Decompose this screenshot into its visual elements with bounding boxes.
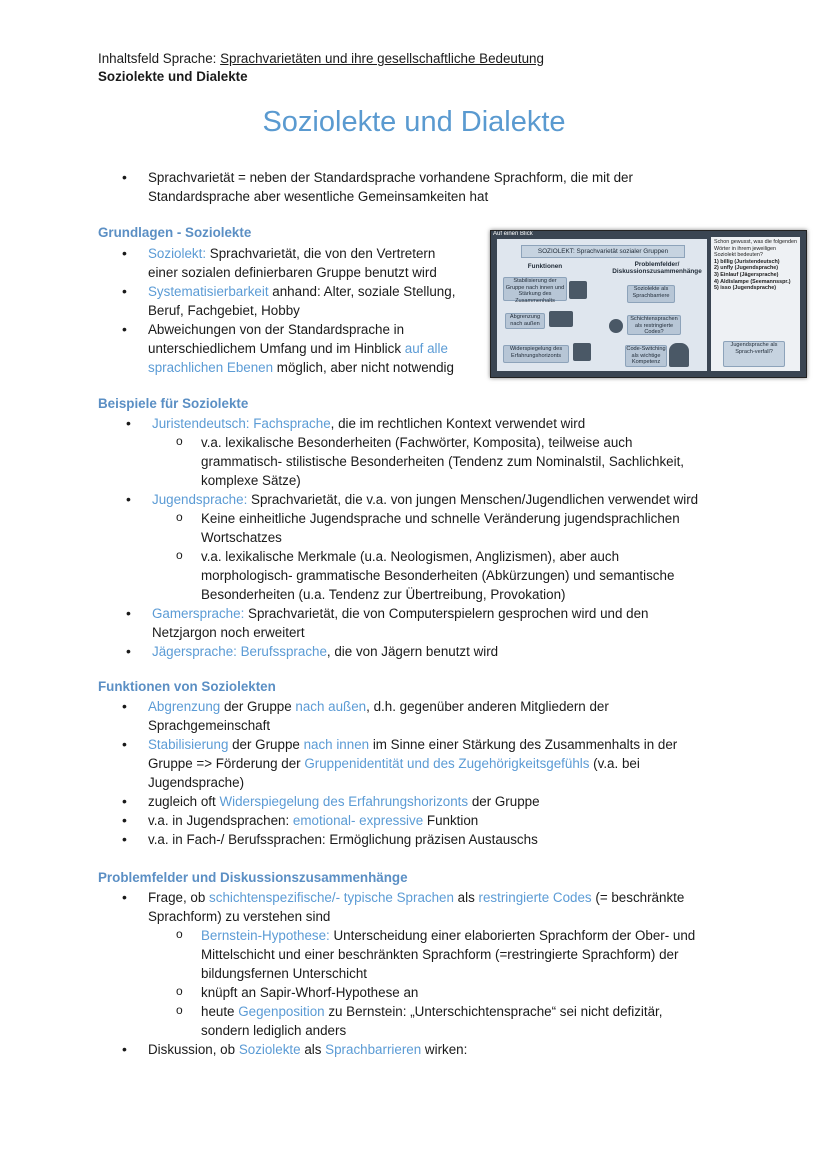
infographic-image: [490, 230, 807, 378]
list-item: • Frage, ob schichtenspezifische/- typische Sprachen als restringierte Codes (= beschränkte Sprachform) zu verstehen sind o Bernstein-Hypothese: Unterscheidung einer elaborierten Sprachform der Ober- und Mittelschicht und einer beschränkten Sprachform (=restringierte Sprachform) der bildungsfernen Unterschicht o knüpft an Sapir-Whorf-Hypothese an o heute Gegenposition zu Bernstein: „Unterschichtensprache“ sei nicht defizitär, sondern lediglich anders: [98, 888, 738, 1040]
sub-list-item: o v.a. lexikalische Merkmale (u.a. Neologismen, Anglizismen), aber auch morphologisch- grammatische Besonderheiten (Abkürzungen) und semantische Besonderheiten (u.a. Tendenz zur Übertreibung, Provokation): [98, 547, 738, 604]
list-item: • Gamersprache: Sprachvarietät, die von Computerspielern gesprochen wird und den Netzjargon noch erweitert: [98, 604, 738, 642]
header-prefix: Inhaltsfeld Sprache:: [98, 51, 221, 66]
header-subtitle: Soziolekte und Dialekte: [98, 69, 248, 84]
list-item: • Abgrenzung der Gruppe nach außen, d.h. gegenüber anderen Mitgliedern der Sprachgemeinschaft: [98, 697, 738, 735]
section-heading-funktionen: Funktionen von Soziolekten: [98, 679, 276, 694]
list-item: • Sprachvarietät = neben der Standardsprache vorhandene Sprachform, die mit der Standardsprache aber wesentliche Gemeinsamkeiten hat: [98, 168, 718, 206]
list-item: • zugleich oft Widerspiegelung des Erfahrungshorizonts der Gruppe: [98, 792, 738, 811]
section-heading-grundlagen: Grundlagen - Soziolekte: [98, 225, 252, 240]
people-icon: [549, 311, 573, 327]
sub-list-item: o Keine einheitliche Jugendsprache und schnelle Veränderung jugendsprachlichen Wortschatzes: [98, 509, 738, 547]
list-item: • v.a. in Fach-/ Berufssprachen: Ermöglichung präzisen Austauschs: [98, 830, 738, 849]
list-item: • Systematisierbarkeit anhand: Alter, soziale Stellung, Beruf, Fachgebiet, Hobby: [98, 282, 488, 320]
list-item: • Soziolekt: Sprachvarietät, die von den Vertretern einer sozialen definierbaren Gruppe benutzt wird: [98, 244, 488, 282]
list-item: • Jägersprache: Berufssprache, die von Jägern benutzt wird: [98, 642, 738, 661]
infographic-box: Code-Switching als wichtige Kompetenz: [626, 346, 666, 365]
section-heading-beispiele: Beispiele für Soziolekte: [98, 396, 249, 411]
infographic-box: Jugendsprache als Sprach-verfall?: [723, 341, 785, 367]
document-header: [98, 50, 738, 86]
sub-list-item: o v.a. lexikalische Besonderheiten (Fachwörter, Komposita), teilweise auch grammatisch- stilistische Besonderheiten (Tendenz zum Nominalstil, Sachlichkeit, komplexe Sätze): [98, 433, 738, 490]
page-title: Soziolekte und Dialekte: [262, 106, 566, 138]
grundlagen-list: [98, 244, 488, 377]
list-item: • Stabilisierung der Gruppe nach innen im Sinne einer Stärkung des Zusammenhalts in der Gruppe => Förderung der Gruppenidentität und des Zugehörigkeitsgefühls (v.a. bei Jugendsprache): [98, 735, 738, 792]
infographic-sidebar: Schon gewusst, was die folgenden Wörter in ihrem jeweiligen Soziolekt bedeuten? 1) billig (Juristendeutsch) 2) unfly (Jugendsprache) 3) Einlauf (Jägersprache) 4) Aldislampe (Seemannsspr.) 5) isso (Jugendsprache) Jugendsprache als Sprach-verfall?: [711, 237, 800, 371]
head-icon: [669, 343, 689, 367]
sub-list-item: o heute Gegenposition zu Bernstein: „Unterschichtensprache“ sei nicht defizitär, sondern lediglich anders: [98, 1002, 738, 1040]
infographic-panel: [497, 239, 707, 371]
funktionen-list: [98, 697, 738, 849]
list-item: • Diskussion, ob Soziolekte als Sprachbarrieren wirken:: [98, 1040, 738, 1059]
people-icon: [569, 281, 587, 299]
head-icon: [609, 319, 623, 333]
beispiele-list: [98, 414, 738, 661]
infographic-col-functions: Funktionen: [527, 263, 563, 270]
problemfelder-list: [98, 888, 738, 1059]
intro-list: [98, 168, 718, 206]
section-heading-problemfelder: Problemfelder und Diskussionszusammenhänge: [98, 870, 408, 885]
header-line: [98, 50, 738, 68]
infographic-tag: Auf einen Blick: [493, 231, 533, 237]
infographic-banner: SOZIOLEKT: Sprachvarietät sozialer Gruppen: [521, 245, 685, 258]
list-item: • Abweichungen von der Standardsprache in unterschiedlichem Umfang und im Hinblick auf alle sprachlichen Ebenen möglich, aber nicht notwendig: [98, 320, 488, 377]
sub-list-item: o Bernstein-Hypothese: Unterscheidung einer elaborierten Sprachform der Ober- und Mittelschicht und einer beschränkten Sprachform (=restringierte Sprachform) der bildungsfernen Unterschicht: [98, 926, 738, 983]
header-topic: Sprachvarietäten und ihre gesellschaftliche Bedeutung: [220, 51, 544, 66]
list-item: • Jugendsprache: Sprachvarietät, die v.a. von jungen Menschen/Jugendlichen verwendet wird o Keine einheitliche Jugendsprache und schnelle Veränderung jugendsprachlichen Wortschatzes o v.a. lexikalische Merkmale (u.a. Neologismen, Anglizismen), aber auch morphologisch- grammatische Besonderheiten (Abkürzungen) und semantische Besonderheiten (u.a. Tendenz zur Übertreibung, Provokation): [98, 490, 738, 604]
infographic-box: Abgrenzung nach außen: [505, 313, 545, 329]
list-item: • Juristendeutsch: Fachsprache, die im rechtlichen Kontext verwendet wird o v.a. lexikalische Besonderheiten (Fachwörter, Komposita), teilweise auch grammatisch- stilistische Besonderheiten (Tendenz zum Nominalstil, Sachlichkeit, komplexe Sätze): [98, 414, 738, 490]
sub-list-item: o knüpft an Sapir-Whorf-Hypothese an: [98, 983, 738, 1002]
people-icon: [573, 343, 591, 361]
infographic-box: Schichtensprachen als restringierte Codes?: [627, 315, 681, 335]
infographic-col-problems: Problemfelder/ Diskussionszusammenhänge: [612, 261, 702, 275]
infographic-box: Soziolekte als Sprachbarriere: [627, 285, 675, 303]
infographic-box: Widerspiegelung des Erfahrungshorizonts: [503, 345, 569, 363]
list-item: • v.a. in Jugendsprachen: emotional- expressive Funktion: [98, 811, 738, 830]
infographic-box: Stabilisierung der Gruppe nach innen und Stärkung des Zusammenhalts: [503, 277, 567, 301]
